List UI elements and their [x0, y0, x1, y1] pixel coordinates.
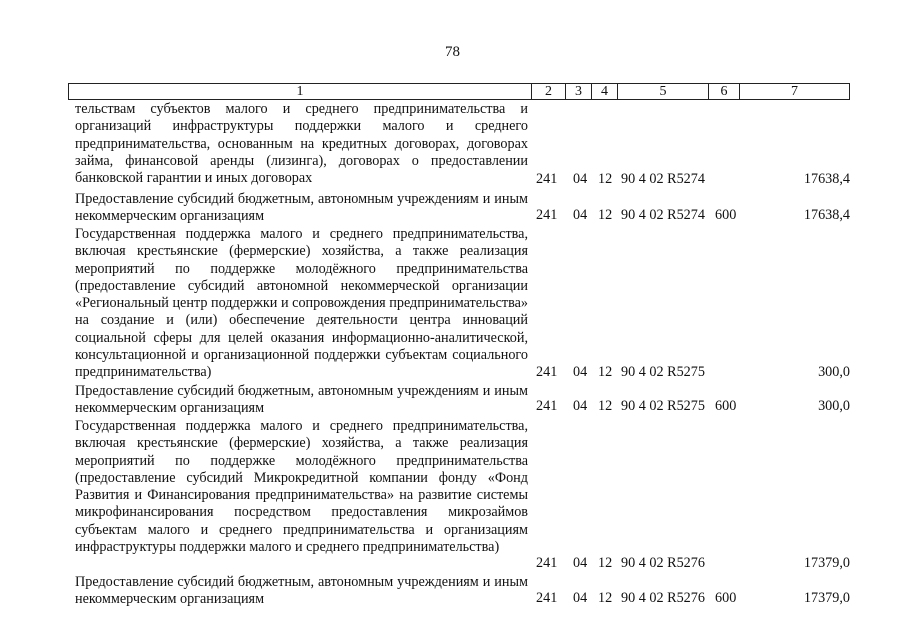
row-description: Предоставление субсидий бюджетным, автономным учреждениям и иным некоммерческим организациям	[75, 574, 528, 608]
header-col-1: 1	[68, 83, 532, 100]
row-rz: 04	[573, 364, 588, 380]
row-pr: 12	[598, 555, 613, 571]
row-csr: 90 4 02 R5276	[621, 555, 705, 571]
header-col-3: 3	[565, 83, 592, 100]
row-ved: 241	[536, 364, 558, 380]
row-pr: 12	[598, 364, 613, 380]
row-csr: 90 4 02 R5274	[621, 171, 705, 187]
row-rz: 04	[573, 207, 588, 223]
row-pr: 12	[598, 590, 613, 606]
row-rz: 04	[573, 555, 588, 571]
page-number: 78	[445, 44, 460, 60]
row-description: Предоставление субсидий бюджетным, автономным учреждениям и иным некоммерческим организациям	[75, 191, 528, 225]
row-ved: 241	[536, 207, 558, 223]
row-pr: 12	[598, 398, 613, 414]
row-description: Государственная поддержка малого и среднего предпринимательства, включая крестьянские (фермерские) хозяйства, а также реализация мероприятий по поддержке молодёжного предпринимательства (предоставление субсидий Микрокредитной компании фонду «Фонд Развития и Финансирования предпринимательства» на развитие системы микрофинансирования посредством предоставления микрозаймов субъектам малого и среднего предпринимательства и организациям инфраструктуры поддержки малого и среднего предпринимательства)	[75, 418, 528, 556]
header-col-6: 6	[708, 83, 740, 100]
header-col-2: 2	[531, 83, 566, 100]
header-col-5: 5	[617, 83, 709, 100]
row-csr: 90 4 02 R5274	[621, 207, 705, 223]
row-vr: 600	[715, 398, 737, 414]
row-rz: 04	[573, 398, 588, 414]
row-sum: 17638,4	[803, 171, 850, 187]
row-rz: 04	[573, 171, 588, 187]
row-sum: 17379,0	[803, 590, 850, 606]
row-vr: 600	[715, 590, 737, 606]
row-description: тельствам субъектов малого и среднего предпринимательства и организаций инфраструктуры поддержки малого и среднего предпринимательства, основанным на кредитных договорах, договорах займа, финансовой аренды (лизинга), договорах о предоставлении банковской гарантии и иных договорах	[75, 101, 528, 187]
row-sum: 17379,0	[803, 555, 850, 571]
row-csr: 90 4 02 R5276	[621, 590, 705, 606]
row-description: Предоставление субсидий бюджетным, автономным учреждениям и иным некоммерческим организациям	[75, 383, 528, 417]
row-sum: 17638,4	[803, 207, 850, 223]
header-col-4: 4	[591, 83, 618, 100]
row-csr: 90 4 02 R5275	[621, 364, 705, 380]
row-ved: 241	[536, 590, 558, 606]
row-csr: 90 4 02 R5275	[621, 398, 705, 414]
row-pr: 12	[598, 207, 613, 223]
row-description: Государственная поддержка малого и среднего предпринимательства, включая крестьянские (фермерские) хозяйства, а также реализация мероприятий по поддержке молодёжного предпринимательства (предоставление субсидий автономной некоммерческой организации «Региональный центр поддержки и сопровождения предпринимательства» на создание и (или) обеспечение деятельности центра инноваций социальной сферы для целей оказания информационно-аналитической, консультационной и организационной поддержки субъектам социального предпринимательства)	[75, 226, 528, 381]
row-pr: 12	[598, 171, 613, 187]
row-ved: 241	[536, 171, 558, 187]
row-ved: 241	[536, 555, 558, 571]
row-rz: 04	[573, 590, 588, 606]
row-vr: 600	[715, 207, 737, 223]
row-sum: 300,0	[818, 364, 850, 380]
row-ved: 241	[536, 398, 558, 414]
header-col-7: 7	[739, 83, 850, 100]
row-sum: 300,0	[818, 398, 850, 414]
